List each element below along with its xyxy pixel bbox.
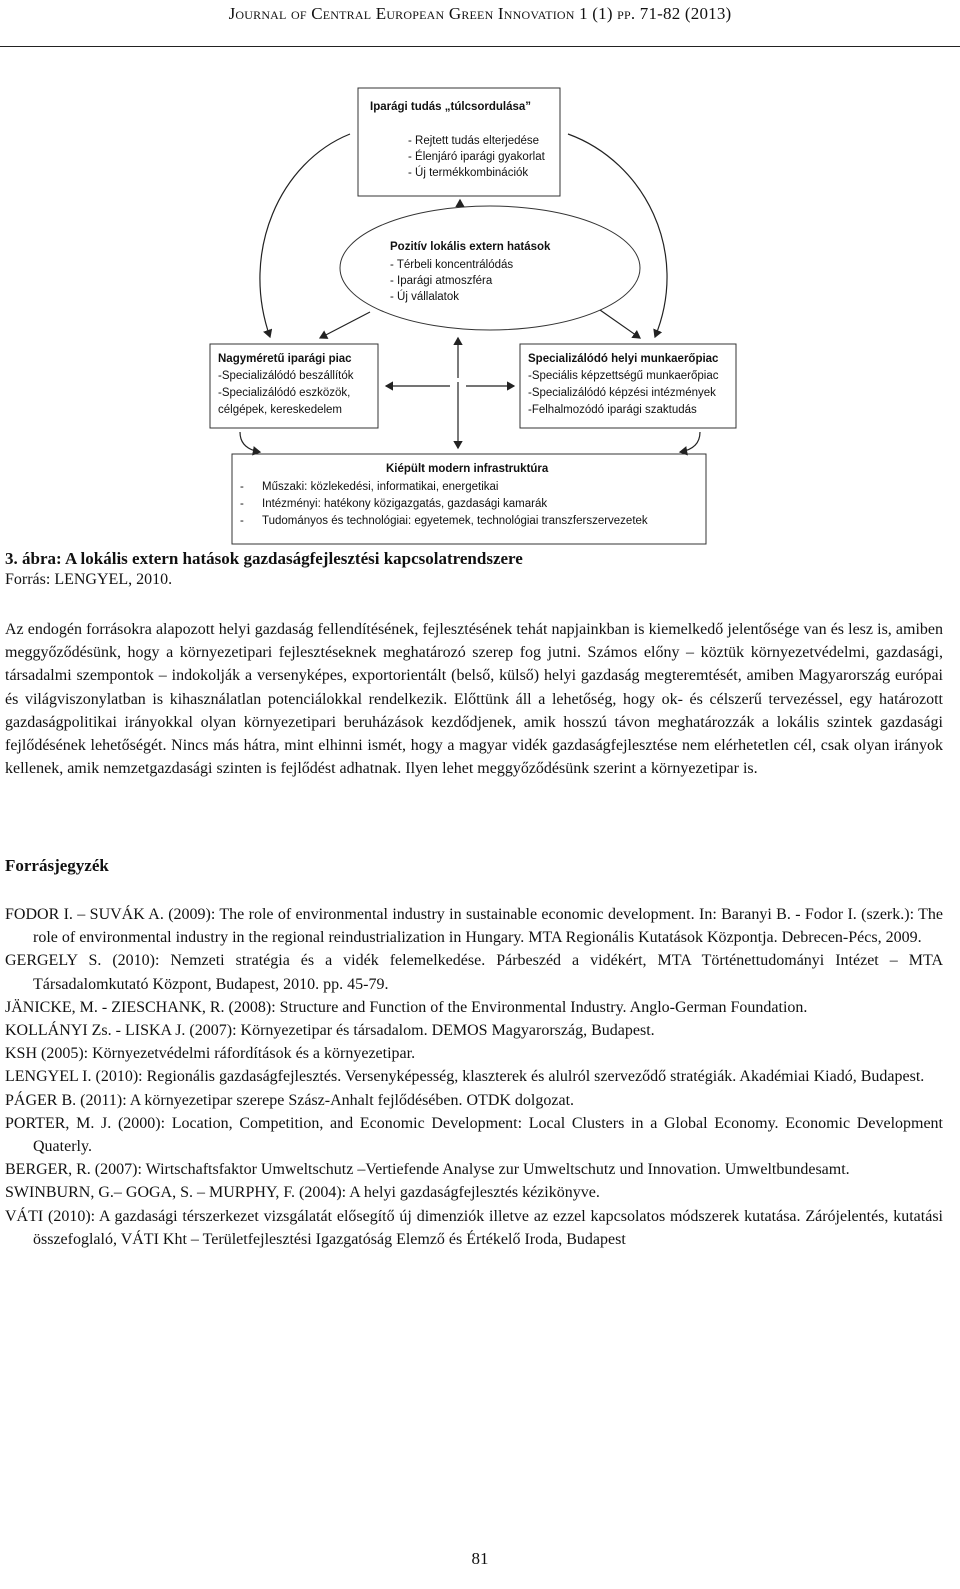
bottom-box-item: Műszaki: közlekedési, informatikai, energetikai (262, 481, 499, 493)
top-box-item: - Élenjáró iparági gyakorlat (408, 151, 545, 163)
figure-caption: 3. ábra: A lokális extern hatások gazdaságfejlesztési kapcsolatrendszere (5, 549, 523, 568)
arrow-ellipse-left (320, 312, 370, 338)
left-box-item: -Specializálódó beszállítók (218, 370, 354, 382)
right-box-item: -Speciális képzettségű munkaerőpiac (528, 370, 719, 382)
right-box-title: Specializálódó helyi munkaerőpiac (528, 353, 719, 365)
bottom-box-dash: - (240, 498, 244, 510)
section-title: Forrásjegyzék (5, 856, 109, 875)
journal-header: Journal of Central European Green Innovation 1 (1) pp. 71-82 (2013) (228, 4, 732, 23)
reference-item: JÄNICKE, M. - ZIESCHANK, R. (2008): Structure and Function of the Environmental Industry. Anglo-German Foundation. (5, 998, 808, 1016)
top-box-title: Iparági tudás „túlcsordulása” (370, 101, 532, 113)
bottom-box-item: Tudományos és technológiai: egyetemek, technológiai transzferszervezetek (262, 515, 648, 527)
reference-item: KSH (2005): Környezetvédelmi ráfordítások és a környezetipar. (5, 1045, 416, 1063)
left-box-item: célgépek, kereskedelem (218, 404, 343, 416)
reference-item: LENGYEL I. (2010): Regionális gazdaságfejlesztés. Versenyképesség, klaszterek és alulról szerveződő stratégiák. Akadémiai Kiadó, Budapest. (5, 1068, 925, 1086)
reference-list (5, 903, 943, 1251)
right-box-item: -Specializálódó képzési intézmények (528, 387, 716, 399)
reference-item: BERGER, R. (2007): Wirtschaftsfaktor Umweltschutz –Vertiefende Analyse zur Umweltschutz und Innovation. Umweltbundesamt. (5, 1161, 850, 1179)
left-box-item: -Specializálódó eszközök, (218, 387, 351, 399)
reference-item: PORTER, M. J. (2000): Location, Competition, and Economic Development: Local Clusters in a Global Economy. Economic Development Quaterly. (5, 1114, 943, 1156)
reference-item: GERGELY S. (2010): Nemzeti stratégia és a vidék felemelkedése. Párbeszéd a vidékért, MTA Történettudományi Intézet – MTA Társadalomkutató Központ, Budapest, 2010. pp. 45-79. (5, 952, 943, 993)
bottom-box-dash: - (240, 515, 244, 527)
arrow-left-bottom (240, 432, 260, 452)
reference-item: SWINBURN, G.– GOGA, S. – MURPHY, F. (2004): A helyi gazdaságfejlesztés kézikönyve. (5, 1184, 600, 1202)
ellipse-title: Pozitív lokális extern hatások (390, 241, 551, 253)
right-box-item: -Felhalmozódó iparági szaktudás (528, 404, 697, 416)
ellipse-item: - Iparági atmoszféra (390, 275, 493, 287)
reference-item: PÁGER B. (2011): A környezetipar szerepe Szász-Anhalt fejlődésében. OTDK dolgozat. (5, 1091, 575, 1109)
arrow-top-left (260, 134, 350, 337)
figure-diagram (200, 82, 760, 552)
page-number: 81 (471, 1549, 489, 1568)
bottom-box-title: Kiépült modern infrastruktúra (386, 463, 549, 475)
ellipse-item: - Térbeli koncentrálódás (390, 259, 514, 271)
arrow-right-bottom (680, 432, 700, 452)
reference-item: VÁTI (2010): A gazdasági térszerkezet vizsgálatát elősegítő új dimenziók illetve az ezzel kapcsolatos módszerek kutatása. Zárójelentés, kutatási összefoglaló, VÁTI Kht – Területfejlesztési Igazgatóság Elemző és Értékelő Iroda, Budapest (5, 1207, 943, 1248)
reference-item: KOLLÁNYI Zs. - LISKA J. (2007): Környezetipar és társadalom. DEMOS Magyarország, Budapest. (5, 1022, 655, 1040)
header-rule (0, 46, 960, 47)
figure-source: Forrás: LENGYEL, 2010. (5, 571, 173, 588)
bottom-box-dash: - (240, 481, 244, 493)
top-box-item: - Rejtett tudás elterjedése (408, 135, 540, 147)
reference-item: FODOR I. – SUVÁK A. (2009): The role of environmental industry in sustainable economic development. In: Baranyi B. - Fodor I. (szerk.): The role of environmental industry in the regional reindustrialization in Hungary. MTA Regionális Kutatások Központja. Debrecen-Pécs, 2009. (5, 906, 943, 947)
arrow-ellipse-right (600, 310, 640, 338)
diagram-svg (200, 82, 760, 552)
body-paragraph: Az endogén forrásokra alapozott helyi gazdaság fellendítésének, fejlesztésének tehát napjainkban is kiemelkedő jelentősége van és lesz is, amiben meggyőződésünk, hogy a környezetipari fejlesztéseknek meghatározó szerep fog jutni. Számos előny – köztük környezetvédelmi, gazdasági, társadalmi szempontok – indokolják a versenyképes, exportorientált (belső, külső) helyi gazdaság megteremtését, amiben Magyarország európai és világviszonylatban is kihasználatlan potenciálokkal rendelkezik. Előttünk áll a lehetőség, hogy ok- és célszerű tervezéssel, egy határozott gazdaságpolitikai irányokkal olyan környezetipari beruházások kezdődjenek, amik hosszú távon meghatározzák a lokális szintek gazdasági fejlődésének lehetőségét. Nincs más hátra, mint elhinni ismét, hogy a magyar vidék gazdaságfejlesztése nem elérhetetlen cél, csak olyan irányok kellenek, amik nemzetgazdasági szinten is fejlődést adhatnak. Ilyen lehet meggyőződésünk szerint a környezetipar is. (5, 621, 943, 778)
bottom-box-item: Intézményi: hatékony közigazgatás, gazdasági kamarák (262, 498, 548, 510)
left-box-title: Nagyméretű iparági piac (218, 353, 352, 365)
top-box-item: - Új termékkombinációk (408, 167, 529, 179)
ellipse-item: - Új vállalatok (390, 291, 460, 303)
